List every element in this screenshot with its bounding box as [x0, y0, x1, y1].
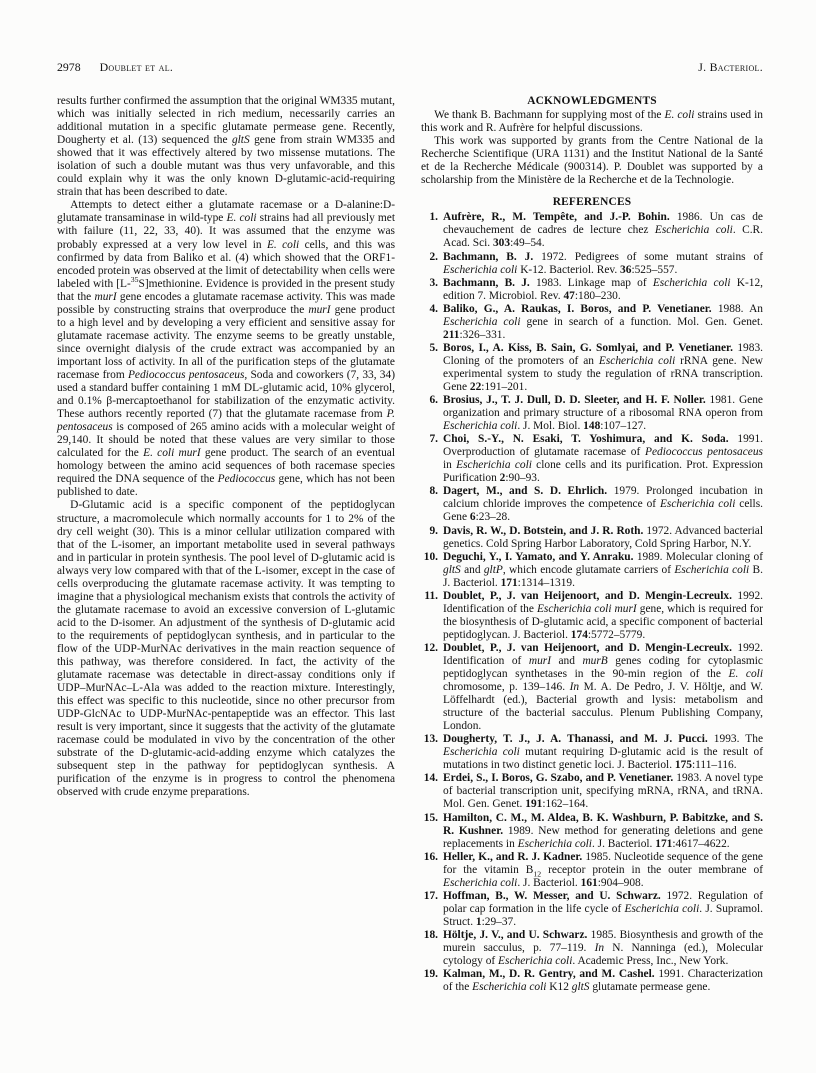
- reference-number: 10.: [423, 550, 438, 563]
- reference-text: Doublet, P., J. van Heijenoort, and D. Mengin-Lecreulx. 1992. Identification of the Escherichia coli murI gene, which is required for the biosynthesis of D-glutamic acid, a specific component of bacterial peptidoglycan. J. Bacteriol. 174:5772–5779.: [443, 589, 763, 641]
- reference-text: Dougherty, T. J., J. A. Thanassi, and M. J. Pucci. 1993. The Escherichia coli mutant requiring D-glutamic acid is the result of mutations in two distinct genetic loci. J. Bacteriol. 175:111–116.: [443, 733, 763, 772]
- reference-text: Bachmann, B. J. 1983. Linkage map of Escherichia coli K-12, edition 7. Microbiol. Rev. 47:180–230.: [443, 276, 763, 302]
- reference-text: Deguchi, Y., I. Yamato, and Y. Anraku. 1989. Molecular cloning of gltS and gltP, which encode glutamate carriers of Escherichia coli B. J. Bacteriol. 171:1314–1319.: [443, 550, 764, 589]
- reference-item: [421, 590, 763, 642]
- reference-item: [421, 890, 763, 929]
- reference-number: 12.: [423, 641, 438, 654]
- body-paragraph: D-Glutamic acid is a specific component of the peptidoglycan structure, a macromolecule which normally accounts for 1 to 2% of the dry cell weight (30). This is a minor cellular utilization compared with that of the L-isomer, an important metabolite used in several pathways and in particular in protein synthesis. The pool level of D-glutamic acid is always very low compared with that of the L-isomer, except in the case of cells overproducing the glutamate racemase activity. It was tempting to imagine that a physiological mechanism exists that controls the activity of the glutamate racemase to avoid an excessive conversion of L-glutamic acid to the D-isomer. An adjustment of the synthesis of D-glutamic acid to the requirements of peptidoglycan synthesis, and in particular to the flow of the UDP-MurNAc derivatives in the main reaction sequence of this pathway, was therefore considered. In fact, the activity of the glutamate racemase was detectable in direct-assay conditions only if UDP–MurNAc–L-Ala was added to the reaction mixture. Interestingly, this effect was specific to this nucleotide, since no other precursor from UDP-GlcNAc to UDP-MurNAc-pentapeptide was an effector. This last result is very important, since it suggests that the activity of the glutamate racemase could be modulated in vivo by the concentration of the other substrate of the D-glutamic-acid-adding enzyme which catalyzes the subsequent step in the pathway for peptidoglycan synthesis. A purification of the enzyme is in progress to control the phenomena observed with crude enzyme preparations.: [57, 499, 395, 799]
- reference-item: [421, 525, 763, 551]
- acknowledgments-paragraph: This work was supported by grants from the Centre National de la Recherche Scientifique (URA 1131) and the Institut National de la Santé et de la Recherche Médicale (900314). P. Doublet was supported by a scholarship from the Ministère de la Recherche et de la Technologie.: [421, 135, 763, 187]
- reference-item: [421, 303, 763, 342]
- reference-text: Höltje, J. V., and U. Schwarz. 1985. Biosynthesis and growth of the murein sacculus, p. 77–119. In N. Nanninga (ed.), Molecular cytology of Escherichia coli. Academic Press, Inc., New York.: [443, 928, 764, 968]
- running-head: [57, 61, 763, 74]
- reference-text: Doublet, P., J. van Heijenoort, and D. Mengin-Lecreulx. 1992. Identification of murI and murB genes coding for cytoplasmic peptidoglycan synthetases in the 90-min region of the E. coli chromosome, p. 139–146. In M. A. De Pedro, J. V. Höltje, and W. Löffelhardt (ed.), Bacterial growth and lysis: metabolism and structure of the bacterial sacculus. Plenum Publishing Company, London.: [443, 641, 763, 733]
- reference-item: [421, 485, 763, 524]
- reference-text: Hoffman, B., W. Messer, and U. Schwarz. 1972. Regulation of polar cap formation in the life cycle of Escherichia coli. J. Supramol. Struct. 1:29–37.: [443, 889, 763, 928]
- reference-number: 16.: [423, 850, 438, 863]
- reference-text: Choi, S.-Y., N. Esaki, T. Yoshimura, and K. Soda. 1991. Overproduction of glutamate racemase of Pediococcus pentosaceus in Escherichia coli clone cells and its purification. Prot. Expression Purification 2:90–93.: [443, 433, 763, 485]
- acknowledgments-heading: ACKNOWLEDGMENTS: [527, 95, 657, 107]
- body-paragraph: Attempts to detect either a glutamate racemase or a D-alanine:D-glutamate transaminase in wild-type E. coli strains had all previously met with failure (11, 22, 33, 40). It was assumed that the enzyme was probably expressed at a very low level in E. coli cells, and this was confirmed by data from Baliko et al. (4) which showed that the ORF1-encoded protein was observed at the limit of detectability when cells were labeled with [L-$^{35}$S]methionine. Evidence is provided in the present study that the murI gene encodes a glutamate racemase activity. This was made possible by constructing strains that overproduce the murI gene product to a high level and by developing a very efficient and sensitive assay for glutamate racemase activity. The enzyme seems to be greatly unstable, since overnight dialysis of the crude extract was accompanied by an important loss of activity. In all of the purification steps of the glutamate racemase from Pediococcus pentosaceus, Soda and coworkers (7, 33, 34) used a standard buffer containing 1 mM DL-glutamic acid, 10% glycerol, and 0.1% β-mercaptoethanol for stabilization of the enzymatic activity. These authors recently reported (7) that the glutamate racemase from P. pentosaceus is composed of 265 amino acids with a molecular weight of 29,140. It should be noted that these values are very similar to those calculated for the E. coli murI gene product. The search of an eventual homology between the amino acid sequences of both racemase species required the DNA sequence of the Pediococcus gene, which has not been published to date.: [57, 199, 396, 499]
- reference-number: 4.: [429, 302, 438, 315]
- reference-number: 2.: [429, 250, 438, 263]
- body-paragraph: results further confirmed the assumption that the original WM335 mutant, which was initially selected in rich medium, necessarily carries an additional mutation in a specific glutamate permease gene. Recently, Dougherty et al. (13) sequenced the gltS gene from strain WM335 and showed that it was effectively altered by two missense mutations. The isolation of such a double mutant was thus very unfavorable, and this could explain why it was the only known D-glutamic-acid-requiring strain that has been described to date.: [57, 95, 395, 199]
- reference-text: Boros, I., A. Kiss, B. Sain, G. Somlyai, and P. Venetianer. 1983. Cloning of the promoters of an Escherichia coli rRNA gene. New experimental system to study the regulation of rRNA transcription. Gene 22:191–201.: [443, 341, 763, 393]
- reference-item: [421, 772, 763, 811]
- journal-name: J. Bacteriol.: [698, 60, 763, 74]
- reference-list: [421, 211, 763, 994]
- reference-text: Hamilton, C. M., M. Aldea, B. K. Washburn, P. Babitzke, and S. R. Kushner. 1989. New method for generating deletions and gene replacements in Escherichia coli. J. Bacteriol. 171:4617–4622.: [443, 811, 763, 850]
- reference-number: 7.: [429, 433, 438, 446]
- left-column: [57, 95, 395, 800]
- reference-text: Erdei, S., I. Boros, G. Szabo, and P. Venetianer. 1983. A novel type of bacterial transcription unit, specifying mRNA, rRNA, and tRNA. Mol. Gen. Genet. 191:162–164.: [443, 772, 763, 811]
- acknowledgments-paragraph: We thank B. Bachmann for supplying most of the E. coli strains used in this work and R. Aufrère for helpful discussions.: [421, 109, 764, 135]
- reference-number: 14.: [423, 772, 438, 785]
- reference-number: 8.: [429, 485, 438, 498]
- reference-number: 15.: [423, 811, 438, 824]
- reference-item: [421, 733, 763, 772]
- reference-number: 1.: [429, 211, 438, 224]
- reference-number: 11.: [424, 589, 438, 602]
- reference-item: [421, 551, 763, 590]
- reference-item: [421, 968, 763, 994]
- reference-number: 5.: [429, 341, 438, 354]
- right-column: [421, 95, 763, 994]
- reference-text: Aufrère, R., M. Tempête, and J.-P. Bohin. 1986. Un cas de chevauchement de cadres de lecture chez Escherichia coli. C.R. Acad. Sci. 303:49–54.: [443, 211, 763, 250]
- reference-text: Bachmann, B. J. 1972. Pedigrees of some mutant strains of Escherichia coli K-12. Bacteriol. Rev. 36:525–557.: [443, 250, 763, 276]
- reference-text: Kalman, M., D. R. Gentry, and M. Cashel. 1991. Characterization of the Escherichia coli K12 gltS glutamate permease gene.: [443, 968, 763, 994]
- reference-item: [421, 433, 763, 485]
- reference-item: [421, 342, 763, 394]
- reference-number: 3.: [429, 276, 438, 289]
- reference-item: [421, 211, 763, 250]
- reference-text: Davis, R. W., D. Botstein, and J. R. Roth. 1972. Advanced bacterial genetics. Cold Spring Harbor Laboratory, Cold Spring Harbor, N.Y.: [443, 524, 763, 550]
- reference-item: [421, 394, 763, 433]
- reference-number: 6.: [429, 394, 438, 407]
- reference-text: Baliko, G., A. Raukas, I. Boros, and P. Venetianer. 1988. An Escherichia coli gene in search of a function. Mol. Gen. Genet. 211:326–331.: [443, 302, 764, 341]
- reference-text: Dagert, M., and S. D. Ehrlich. 1979. Prolonged incubation in calcium chloride improves the competence of Escherichia coli cells. Gene 6:23–28.: [443, 485, 763, 524]
- reference-number: 9.: [429, 524, 438, 537]
- references-heading: REFERENCES: [552, 196, 632, 209]
- reference-number: 18.: [423, 928, 438, 941]
- reference-text: Heller, K., and R. J. Kadner. 1985. Nucleotide sequence of the gene for the vitamin $B_{12}$ receptor protein in the outer membrane of Escherichia coli. J. Bacteriol. 161:904–908.: [443, 850, 764, 889]
- acknowledgments-section: [421, 109, 763, 187]
- reference-item: [421, 642, 763, 733]
- reference-item: [421, 251, 763, 277]
- reference-item: [421, 851, 763, 890]
- reference-item: [421, 277, 763, 303]
- reference-number: 13.: [423, 733, 438, 746]
- page-number: 2978: [57, 60, 81, 74]
- reference-text: Brosius, J., T. J. Dull, D. D. Sleeter, and H. F. Noller. 1981. Gene organization and primary structure of a ribosomal RNA operon from Escherichia coli. J. Mol. Biol. 148:107–127.: [443, 394, 763, 433]
- reference-number: 17.: [423, 889, 438, 902]
- running-title: Doublet et al.: [99, 60, 174, 74]
- reference-item: [421, 929, 763, 968]
- reference-item: [421, 812, 763, 851]
- reference-number: 19.: [423, 968, 438, 981]
